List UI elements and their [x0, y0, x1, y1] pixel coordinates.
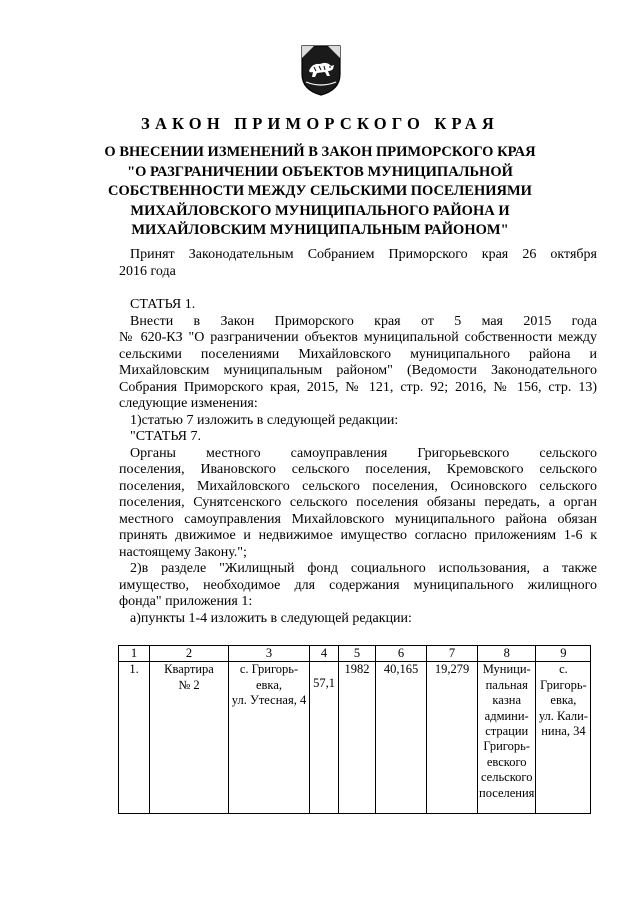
amendment-item-2-line: имущество, необходимое для содержания муниципального жилищного — [119, 577, 597, 593]
cell-line: Муници- — [482, 662, 531, 677]
cell-line: поселения — [479, 785, 535, 800]
amendment-item-2a: а)пункты 1-4 изложить в следующей редакции: — [130, 610, 412, 626]
subtitle-line: СОБСТВЕННОСТИ МЕЖДУ СЕЛЬСКИМИ ПОСЕЛЕНИЯМИ — [108, 183, 532, 200]
amendment-item-2-line: фонда" приложения 1: — [119, 594, 253, 609]
adoption-line: Принят Законодательным Собранием Приморского края 26 октября — [130, 247, 597, 262]
adoption-line: 2016 года — [119, 263, 176, 279]
table-header-cell: 1 — [119, 646, 150, 662]
subtitle-line: О ВНЕСЕНИИ ИЗМЕНЕНИЙ В ЗАКОН ПРИМОРСКОГО КРАЯ — [104, 144, 536, 160]
table-header-cell: 8 — [478, 646, 536, 662]
article7-line: поселения, Сунятсенского сельского поселения обязаны передать, а орган — [119, 495, 597, 510]
cell-holder — [478, 662, 536, 814]
article7-line: поселения, Ивановского сельского поселения, Кремовского сельского — [119, 462, 597, 477]
property-table — [118, 645, 591, 814]
table-header-cell: 6 — [376, 646, 427, 662]
table-header-cell: 2 — [150, 646, 229, 662]
law-subtitle — [100, 143, 540, 241]
cell-line: казна — [492, 693, 522, 708]
cell-number: 1. — [119, 662, 150, 814]
article-intro-line: Собрания Приморского края, 2015, № 121, стр. 92; 2016, № 156, стр. 13) — [119, 379, 597, 395]
table-header-cell: 7 — [427, 646, 478, 662]
cell-line: Квартира — [164, 662, 214, 677]
article-intro-line: Внести в Закон Приморского края от 5 мая 2015 года — [130, 313, 597, 329]
table-header-cell: 9 — [536, 646, 591, 662]
cell-area: 57,1 — [310, 662, 339, 814]
article-intro-line: № 620-КЗ "О разграничении объектов муниципальной собственности между — [119, 330, 597, 345]
cell-line: с. Григорь- — [540, 662, 587, 692]
article-intro-line: Михайловским муниципальным районом" (Ведомости Законодательного — [119, 363, 597, 378]
cell-line: страции — [485, 724, 529, 739]
table-header-cell: 3 — [229, 646, 310, 662]
article7-line: поселения, Михайловского сельского поселения, Осиновского сельского — [119, 478, 597, 494]
cell-line: евка, — [550, 693, 577, 708]
article-intro-line: сельскими поселениями Михайловского муниципального района и — [119, 346, 597, 362]
cell-line: админи- — [484, 708, 529, 723]
table-header-cell: 5 — [339, 646, 376, 662]
article-1 — [119, 297, 597, 627]
table-header-row — [119, 646, 591, 662]
table-row — [119, 662, 591, 814]
cell-line: евка, — [255, 677, 282, 692]
cell-value-7: 19,279 — [427, 662, 478, 814]
article7-line: местного самоуправления Михайловского муниципального района обязан — [119, 511, 597, 527]
amendment-item-1: 1)статью 7 изложить в следующей редакции: — [130, 412, 399, 428]
cell-line: евского — [486, 754, 527, 769]
article7-line: Органы местного самоуправления Григорьевского сельского — [130, 445, 597, 461]
primorsky-coat-of-arms-icon — [300, 44, 342, 96]
cell-line: ул. Кали- — [538, 708, 588, 723]
subtitle-line: МИХАЙЛОВСКИМ МУНИЦИПАЛЬНЫМ РАЙОНОМ" — [131, 222, 509, 239]
cell-line: № 2 — [178, 677, 200, 692]
cell-line: пальная — [485, 677, 528, 692]
cell-location — [536, 662, 591, 814]
subtitle-line: МИХАЙЛОВСКОГО МУНИЦИПАЛЬНОГО РАЙОНА И — [130, 202, 510, 219]
cell-line: сельского — [480, 770, 533, 785]
table-header-cell: 4 — [310, 646, 339, 662]
cell-address — [229, 662, 310, 814]
quoted-article-heading: "СТАТЬЯ 7. — [130, 429, 201, 444]
cell-year: 1982 — [339, 662, 376, 814]
cell-line: ул. Утесная, 4 — [231, 693, 307, 708]
cell-object-name — [150, 662, 229, 814]
article7-line: принять движимое и недвижимое имущество согласно приложениям 1-6 к — [119, 528, 597, 543]
amendment-item-2-line: 2)в разделе "Жилищный фонд социального использования, а также — [130, 561, 597, 576]
cell-line: нина, 34 — [541, 724, 586, 739]
article-intro-line: следующие изменения: — [119, 396, 258, 411]
cell-line: Григорь- — [483, 739, 530, 754]
subtitle-line: "О РАЗГРАНИЧЕНИИ ОБЪЕКТОВ МУНИЦИПАЛЬНОЙ — [127, 163, 513, 180]
article7-line: настоящему Закону."; — [119, 544, 247, 560]
cell-value-6: 40,165 — [376, 662, 427, 814]
cell-line: с. Григорь- — [239, 662, 299, 677]
adoption-statement — [119, 247, 597, 280]
article-heading: СТАТЬЯ 1. — [130, 297, 196, 312]
law-title: ЗАКОН ПРИМОРСКОГО КРАЯ — [141, 114, 499, 133]
